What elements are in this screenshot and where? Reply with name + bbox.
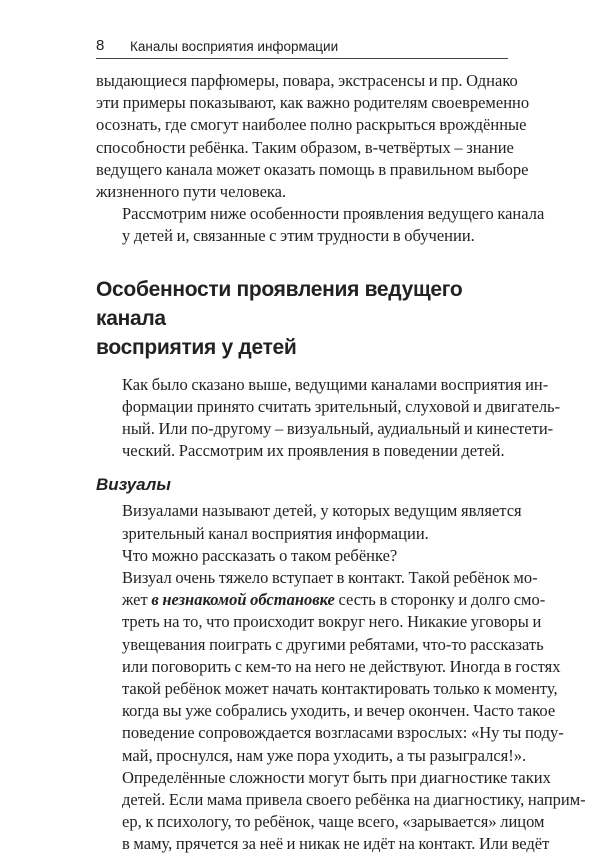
- subsection-heading: Визуалы: [96, 475, 171, 495]
- section-heading: [96, 275, 508, 362]
- text-line: Визуалами называют детей, у которых ведущим является: [122, 501, 522, 521]
- paragraph-visuals-def: [96, 500, 522, 544]
- heading-line: восприятия у детей: [96, 335, 297, 359]
- running-head: [96, 36, 508, 59]
- paragraph-intro-continued: [96, 70, 530, 203]
- text-line: [96, 589, 546, 611]
- text-line: такой ребёнок может начать контактировать только к моменту,: [122, 679, 558, 699]
- paragraph-question: [96, 545, 508, 567]
- text-line: треть на то, что происходит вокруг него. Никакие уговоры и: [122, 612, 542, 632]
- text-line: Визуал очень тяжело вступает в контакт. Такой ребёнок мо-: [122, 568, 538, 588]
- text-line: выдающиеся парфюмеры, повара, экстрасенсы и пр. Однако: [96, 71, 518, 90]
- paragraph-diagnostics: [96, 767, 586, 856]
- text-line: Что можно рассказать о таком ребёнке?: [122, 545, 398, 565]
- text-line: увещевания поиграть с другими ребятами, что-то рассказать: [122, 634, 544, 654]
- text-line: эти примеры показывают, как важно родителям своевременно: [96, 93, 530, 113]
- text-line: зрительный канал восприятия информации.: [122, 523, 429, 543]
- emphasis-text: в незнакомой обстановке: [151, 590, 335, 610]
- text-line: когда вы уже собрались уходить, и вечер окончен. Часто такое: [122, 701, 556, 721]
- body-text: [96, 70, 586, 856]
- page-number: 8: [96, 37, 105, 54]
- text-line: ный. Или по-другому – визуальный, аудиальный и кинестети-: [122, 419, 554, 439]
- text-line: май, проснулся, нам уже пора уходить, а ты разыгрался!».: [122, 745, 527, 765]
- running-title: Каналы восприятия информации: [130, 39, 339, 54]
- text-line: формации принято считать зрительный, слуховой и двигатель-: [122, 396, 561, 416]
- text-line: Как было сказано выше, ведущими каналами восприятия ин-: [122, 374, 549, 394]
- text-line: ческий. Рассмотрим их проявления в поведении детей.: [122, 441, 505, 461]
- text-line: поведение сопровождается возгласами взрослых: «Ну ты поду-: [122, 723, 564, 743]
- text-line: ер, к психологу, то ребёнок, чаще всего, «зарывается» лицом: [122, 812, 545, 832]
- text-line: детей. Если мама привела своего ребёнка на диагностику, наприм-: [122, 790, 586, 810]
- paragraph-visual-contact: [96, 567, 564, 767]
- text-line: в маму, прячется за неё и никак не идёт на контакт. Или ведёт: [122, 834, 550, 854]
- paragraph-consider: [96, 203, 545, 247]
- text-line: Определённые сложности могут быть при диагностике таких: [122, 767, 551, 787]
- text-line: способности ребёнка. Таким образом, в-четвёртых – знание: [96, 137, 514, 157]
- text-line: ведущего канала может оказать помощь в правильном выборе: [96, 159, 529, 179]
- text-line: жизненного пути человека.: [96, 182, 287, 202]
- paragraph-channels: [96, 374, 561, 463]
- text-line: или поговорить с кем-то на него не действуют. Иногда в гостях: [122, 656, 561, 676]
- text-fragment: жет: [122, 590, 152, 610]
- heading-line: Особенности проявления ведущего канала: [96, 277, 463, 330]
- text-line: Рассмотрим ниже особенности проявления ведущего канала: [122, 204, 545, 224]
- text-line: осознать, где смогут наиболее полно раскрыться врождённые: [96, 115, 527, 135]
- text-fragment: сесть в сторонку и долго смо-: [334, 590, 546, 610]
- text-line: у детей и, связанные с этим трудности в обучении.: [122, 226, 475, 246]
